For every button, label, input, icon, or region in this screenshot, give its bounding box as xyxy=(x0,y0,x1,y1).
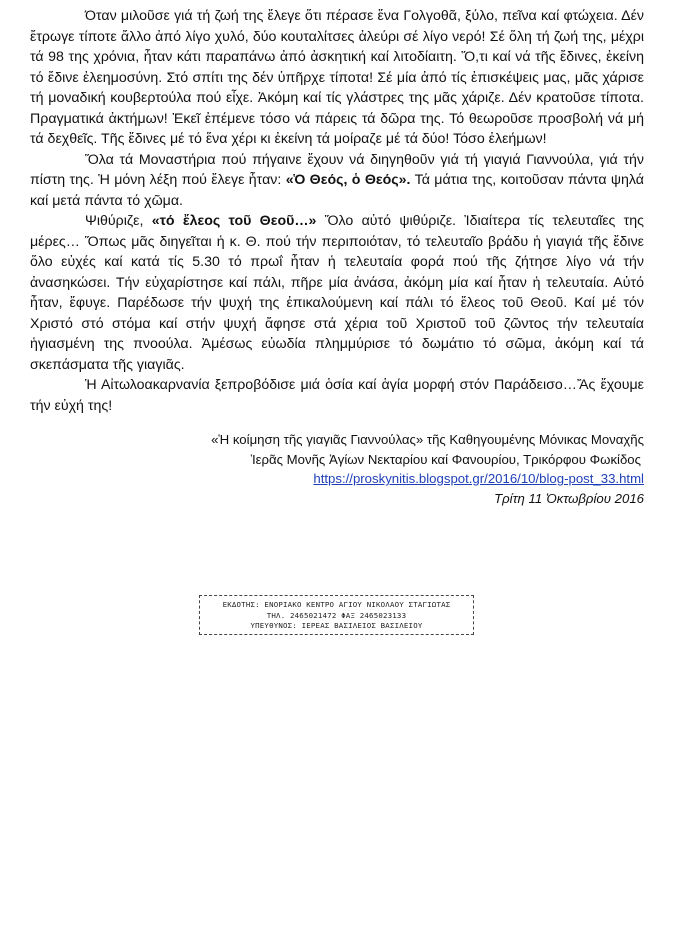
paragraph-4-text: Ἡ Αἰτωλοακαρνανία ξεπροβόδισε μιά ὁσία καί ἁγία μορφή στόν Παράδεισο…Ἄς ἔχουμε τήν εὐχή της! xyxy=(30,377,644,414)
paragraph-2-text-end: Τά μάτια της, κοιτοῦσαν πάντα ψηλά καί μετά πάντα τό χῶμα. xyxy=(30,172,644,209)
paragraph-3-text-start: Ψιθύριζε, xyxy=(85,213,152,229)
attribution-monastery: Ἱερᾶς Μονῆς Ἁγίων Νεκταρίου καί Φανουρίου, Τρικόρφου Φωκίδος xyxy=(250,451,641,467)
stamp-responsible-line: ΥΠΕΥΘΥΝΟΣ: ΙΕΡΕΑΣ ΒΑΣΙΛΕΙΟΣ ΒΑΣΙΛΕΙΟΥ xyxy=(250,621,423,630)
stamp-phone-line: ΤΗΛ. 2465021472 ΦΑΞ 2465023133 xyxy=(266,610,407,620)
paragraph-4 xyxy=(30,375,644,416)
attribution-title: «Ἡ κοίμηση τῆς γιαγιᾶς Γιαννούλας» τῆς Καθηγουμένης Μόνικας Μοναχῆς xyxy=(211,432,644,447)
paragraph-3 xyxy=(30,211,644,375)
stamp-publisher-line: ΕΚΔΟΤΗΣ: ΕΝΟΡΙΑΚΟ ΚΕΝΤΡΟ ΑΓΙΟΥ ΝΙΚΟΛΑΟΥ ΣΤΑΓΙΩΤΑΣ xyxy=(222,600,451,609)
article-page xyxy=(30,6,644,508)
publisher-stamp xyxy=(199,595,474,635)
paragraph-3-text-end: Ὅλο αὐτό ψιθύριζε. Ἰδιαίτερα τίς τελευταῖες της μέρες… Ὅπως μᾶς διηγεῖται ἡ κ. Θ. πού τήν περιποιόταν, τό τελευταῖο βράδυ ἡ γιαγιά τῆς ἔδινε ὅλο εὐχές καί κατά τίς 5.30 τό πρωΐ ἦταν ἡ τελευταία φορά πού τῆς ζήτησε λίγο νά τήν ἀνασηκώσει. Τήν εὐχαρίστησε καί πάλι, πῆρε μία ἀνάσα, ἀκόμη μία καί ἦταν ἡ τελευταία. Αὐτό ἦταν, ἔφυγε. Παρέδωσε τήν ψυχή της ἐπικαλούμενη καί πάλι τό ἔλεος τοῦ Θεοῦ. Καί μέ τόν Χριστό στό στόμα καί στήν ψυχή ἄφησε στά χέρια τοῦ Χριστοῦ τοῦ ζῶντος τήν τελευταία ἡγιασμένη της πνοούλα. Ἀμέσως εὐωδία πλημμύρισε τό δωμάτιο τό σῶμα, ἀκόμη καί τά σκεπάσματα τῆς γιαγιᾶς. xyxy=(30,213,644,373)
source-link[interactable]: https://proskynitis.blogspot.gr/2016/10/blog-post_33.html xyxy=(313,471,644,486)
paragraph-2-bold-quote: «Ὁ Θεός, ὁ Θεός». xyxy=(285,172,411,188)
paragraph-1 xyxy=(30,6,644,150)
publication-date: Τρίτη 11 Ὀκτωβρίου 2016 xyxy=(494,490,644,506)
paragraph-1-text: Όταν μιλοῦσε γιά τή ζωή της ἔλεγε ὅτι πέρασε ἕνα Γολγοθᾶ, ξύλο, πεῖνα καί φτώχεια. Δέν ἔτρωγε τίποτε ἄλλο ἀπό λίγο χυλό, δύο κουταλίτσες ἀλεύρι σέ λίγο νερό! Σέ ὅλη τή ζωή της, μέχρι τά 98 της χρόνια, ἦταν κάτι παραπάνω ἀπό ἀσκητική καί λιτοδίαιτη. Ὅ,τι καί νά τῆς ἔδινες, ἐκείνη τό ἔδινε ἐλεημοσύνη. Στό σπίτι της δέν ὑπῆρχε τίποτα! Σέ μία ἀπό τίς ἐπισκέψεις μας, μᾶς χάρισε τή μοναδική κουβερτούλα πού εἶχε. Ἀκόμη καί τίς γλάστρες της μᾶς χάριζε. Δέν κρατοῦσε τίποτα. Πραγματικά ἀκτήμων! Ἐκεῖ ἐπέμενε τόσο νά πάρεις τά δῶρα της. Τό θεωροῦσε προσβολή νά μή τά δεχθεῖς. Τῆς ἔδινες μέ τό ἕνα χέρι κι ἐκείνη τά μοίραζε μέ τά δύο! Τόσο ἐλεήμων! xyxy=(30,8,644,147)
paragraph-2 xyxy=(30,150,644,212)
paragraph-2-text-start: Ὅλα τά Μοναστήρια πού πήγαινε ἔχουν νά διηγηθοῦν γιά τή γιαγιά Γιαννούλα, γιά τήν πίστη της. Ἡ μόνη λέξη πού ἔλεγε ἦταν: xyxy=(30,151,644,188)
attribution-block xyxy=(30,430,644,508)
paragraph-3-bold-quote: «τό ἔλεος τοῦ Θεοῦ…» xyxy=(151,213,317,229)
